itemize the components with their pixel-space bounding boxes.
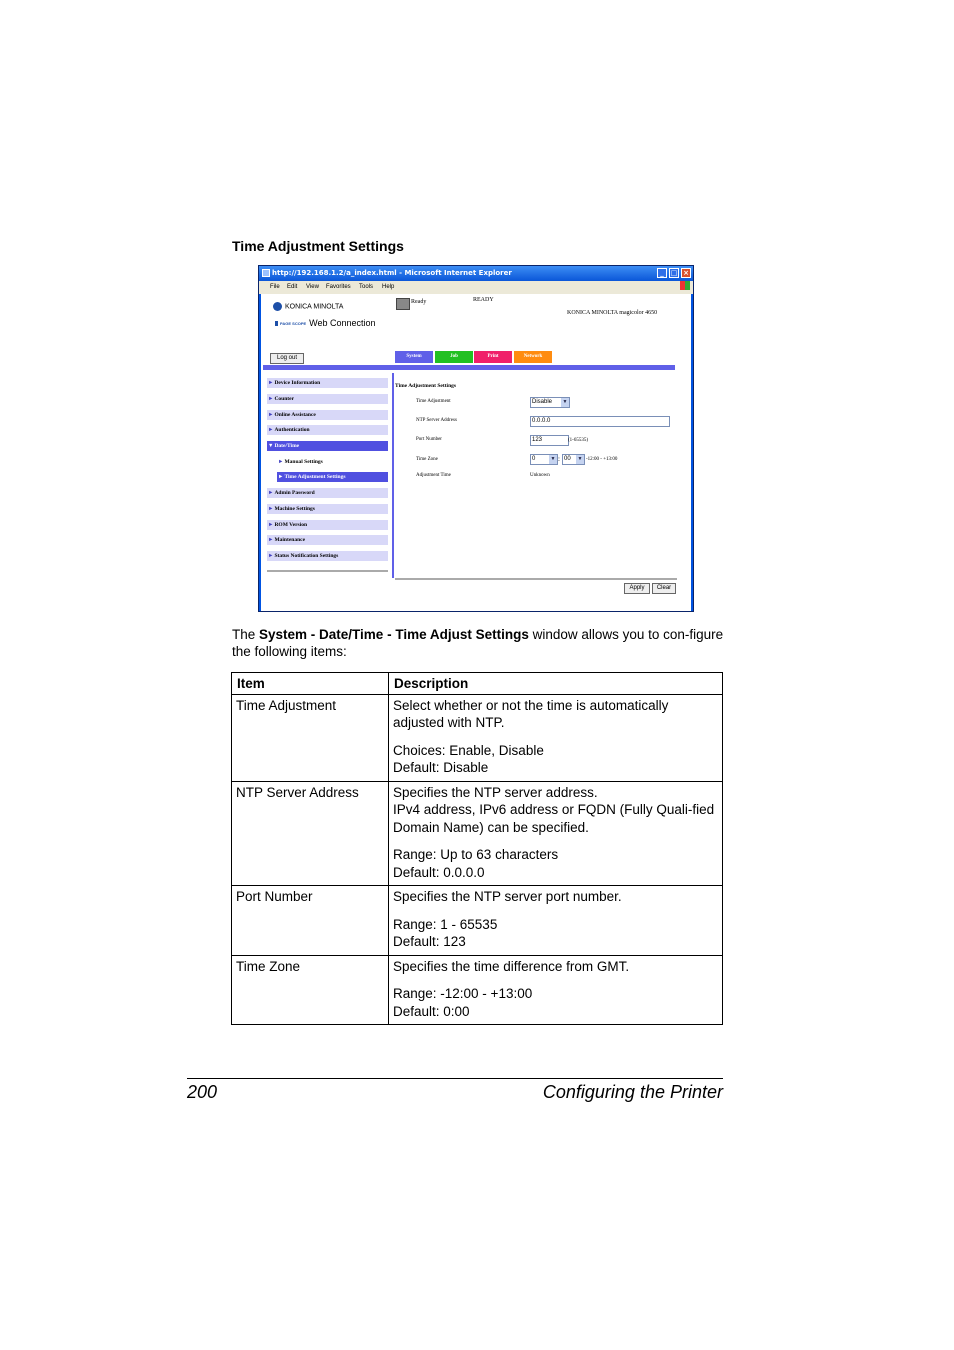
- sidebar-divider: [267, 570, 388, 572]
- sidebar-item-manual-settings[interactable]: [277, 457, 388, 467]
- pagescope-logo: PAGE SCOPE: [275, 321, 306, 326]
- tab-network[interactable]: Network: [514, 351, 552, 363]
- web-connection-logo: [275, 318, 376, 328]
- time-adjustment-label: Time Adjustment: [416, 399, 451, 404]
- chevron-down-icon: ▼: [550, 456, 556, 462]
- status-message: READY: [473, 297, 494, 303]
- port-number-label: Port Number: [416, 437, 442, 442]
- description-choices: Choices: Enable, Disable: [393, 742, 544, 758]
- sidebar-item-label: ROM Version: [274, 522, 307, 528]
- description-range: Range: Up to 63 characters: [393, 847, 559, 862]
- browser-window-screenshot: [258, 265, 694, 612]
- time-zone-minute-select[interactable]: [562, 454, 585, 465]
- table-row: [232, 955, 723, 1025]
- ie-icon: [262, 269, 270, 277]
- sidebar-item-label: Machine Settings: [274, 506, 315, 512]
- table-header-description: Description: [389, 673, 723, 695]
- chevron-down-icon: ▼: [562, 399, 568, 405]
- printer-icon: [396, 298, 410, 310]
- table-row: [232, 694, 723, 781]
- time-zone-hour-value: 0: [532, 456, 536, 462]
- table-cell-description: [389, 955, 723, 1025]
- description-default: Default: 0:00: [393, 1003, 470, 1019]
- vertical-divider: [392, 373, 394, 578]
- description-range: Range: 1 - 65535: [393, 916, 498, 932]
- adjustment-time-value: Unknown: [530, 473, 550, 478]
- sidebar-item-time-adjustment-settings[interactable]: [277, 472, 388, 482]
- intro-bold: System - Date/Time - Time Adjust Settings: [259, 627, 529, 642]
- table-row: [232, 781, 723, 886]
- time-zone-label: Time Zone: [416, 457, 438, 462]
- table-cell-item: Time Adjustment: [232, 694, 389, 781]
- time-adjustment-value: Disable: [532, 399, 553, 405]
- settings-table: [231, 672, 723, 1025]
- tab-system[interactable]: System: [395, 351, 433, 363]
- triangle-right-icon: ►: [268, 396, 274, 402]
- sidebar-item-status-notification-settings[interactable]: [267, 551, 388, 561]
- description-line: Specifies the NTP server port number.: [393, 889, 622, 904]
- sidebar-item-admin-password[interactable]: [267, 488, 388, 498]
- sidebar-item-label: Device Information: [274, 380, 321, 386]
- web-connection-label: Web Connection: [309, 318, 376, 328]
- intro-paragraph: [232, 626, 724, 660]
- triangle-right-icon: ►: [268, 380, 274, 386]
- description-line: Specifies the NTP server address.: [393, 784, 598, 800]
- intro-post: window allows you to con-figure the following items:: [232, 627, 724, 659]
- sidebar-item-label: Counter: [274, 396, 295, 402]
- table-cell-description: [389, 886, 723, 956]
- table-cell-item: Time Zone: [232, 955, 389, 1025]
- sidebar-item-device-information[interactable]: [267, 378, 388, 388]
- maximize-icon[interactable]: □: [670, 269, 678, 277]
- sidebar-item-label: Status Notification Settings: [274, 553, 339, 559]
- konica-globe-icon: [273, 302, 282, 311]
- status-ready: Ready: [411, 299, 427, 305]
- triangle-right-icon: ►: [268, 490, 274, 496]
- intro-pre: The: [232, 627, 260, 642]
- ntp-server-label: NTP Server Address: [416, 418, 457, 423]
- menu-view[interactable]: View: [306, 284, 319, 290]
- menu-edit[interactable]: Edit: [287, 284, 298, 290]
- sidebar-item-authentication[interactable]: [267, 425, 388, 435]
- section-heading: Time Adjustment Settings: [232, 238, 404, 254]
- time-adjustment-select[interactable]: [530, 397, 570, 408]
- table-cell-item: Port Number: [232, 886, 389, 956]
- triangle-right-icon: ►: [268, 553, 274, 559]
- ntp-server-input[interactable]: 0.0.0.0: [530, 416, 670, 427]
- description-default: Default: 123: [393, 934, 466, 949]
- description-range: Range: -12:00 - +13:00: [393, 986, 533, 1001]
- apply-button[interactable]: Apply: [624, 583, 650, 594]
- time-zone-hour-select[interactable]: [530, 454, 558, 465]
- tab-job[interactable]: Job: [435, 351, 473, 363]
- model-name: KONICA MINOLTA magicolor 4650: [567, 310, 658, 316]
- sidebar-item-label: Admin Password: [274, 490, 315, 496]
- adjustment-time-label: Adjustment Time: [416, 473, 451, 478]
- table-row: [232, 886, 723, 956]
- port-number-input[interactable]: 123: [530, 435, 569, 446]
- description-line: Specifies the time difference from GMT.: [393, 958, 630, 974]
- triangle-down-icon: ▼: [268, 443, 274, 449]
- triangle-right-icon: ►: [268, 537, 274, 543]
- logout-button[interactable]: Log out: [270, 353, 304, 364]
- page-number: 200: [187, 1082, 218, 1102]
- time-zone-minute-value: 00: [564, 456, 571, 462]
- triangle-right-icon: ►: [278, 474, 284, 480]
- sidebar-item-maintenance[interactable]: [267, 535, 388, 545]
- clear-button[interactable]: Clear: [652, 583, 676, 594]
- sidebar-item-machine-settings[interactable]: [267, 504, 388, 514]
- time-zone-range-note: -12:00 - +13:00: [586, 457, 618, 462]
- brand-name: KONICA MINOLTA: [285, 303, 344, 311]
- minimize-icon[interactable]: _: [657, 268, 667, 278]
- description-line: IPv4 address, IPv6 address or FQDN (Fully Quali-fied Domain Name) can be specified.: [393, 802, 715, 835]
- form-title: Time Adjustment Settings: [395, 383, 457, 389]
- close-icon[interactable]: ×: [681, 268, 691, 278]
- triangle-right-icon: ►: [268, 522, 274, 528]
- header-divider: [263, 365, 675, 370]
- chapter-title: Configuring the Printer: [542, 1082, 723, 1102]
- triangle-right-icon: ►: [268, 427, 274, 433]
- table-header-row: [232, 673, 723, 695]
- port-range-note: (1-65535): [568, 438, 588, 443]
- table-cell-description: [389, 781, 723, 886]
- triangle-right-icon: ►: [268, 506, 274, 512]
- chevron-down-icon: ▼: [577, 456, 583, 462]
- konica-logo: [273, 302, 343, 311]
- windows-flag-icon: [680, 281, 690, 290]
- triangle-right-icon: ►: [278, 459, 284, 465]
- sidebar-item-label: Time Adjustment Settings: [284, 474, 346, 480]
- tab-print[interactable]: Print: [474, 351, 512, 363]
- description-default: Default: 0.0.0.0: [393, 864, 485, 880]
- menu-file[interactable]: File: [270, 284, 280, 290]
- sidebar-item-label: Manual Settings: [284, 459, 323, 465]
- menu-tools[interactable]: Tools: [359, 284, 374, 290]
- description-default: Default: Disable: [393, 760, 489, 775]
- menu-help[interactable]: Help: [382, 284, 395, 290]
- sidebar-item-counter[interactable]: [267, 394, 388, 404]
- window-title: http://192.168.1.2/a_index.html - Microsoft Internet Explorer: [272, 269, 512, 277]
- footer-rule: [187, 1078, 723, 1079]
- title-bar: [259, 266, 693, 281]
- sidebar-item-label: Authentication: [274, 427, 310, 433]
- table-header-item: Item: [232, 673, 389, 695]
- time-zone-separator: :: [558, 455, 560, 463]
- menu-bar: [259, 281, 693, 294]
- triangle-right-icon: ►: [268, 412, 274, 418]
- page-content: [261, 294, 691, 611]
- table-cell-item: NTP Server Address: [232, 781, 389, 886]
- form-bottom-divider: [395, 578, 677, 580]
- sidebar-item-date-time[interactable]: [267, 441, 388, 451]
- sidebar-item-label: Date/Time: [274, 443, 300, 449]
- menu-favorites[interactable]: Favorites: [326, 284, 351, 290]
- table-cell-description: [389, 694, 723, 781]
- description-line: Select whether or not the time is automatically adjusted with NTP.: [393, 697, 669, 730]
- sidebar-item-online-assistance[interactable]: [267, 410, 388, 420]
- sidebar-item-label: Maintenance: [274, 537, 306, 543]
- sidebar-item-rom-version[interactable]: [267, 520, 388, 530]
- sidebar-item-label: Online Assistance: [274, 412, 316, 418]
